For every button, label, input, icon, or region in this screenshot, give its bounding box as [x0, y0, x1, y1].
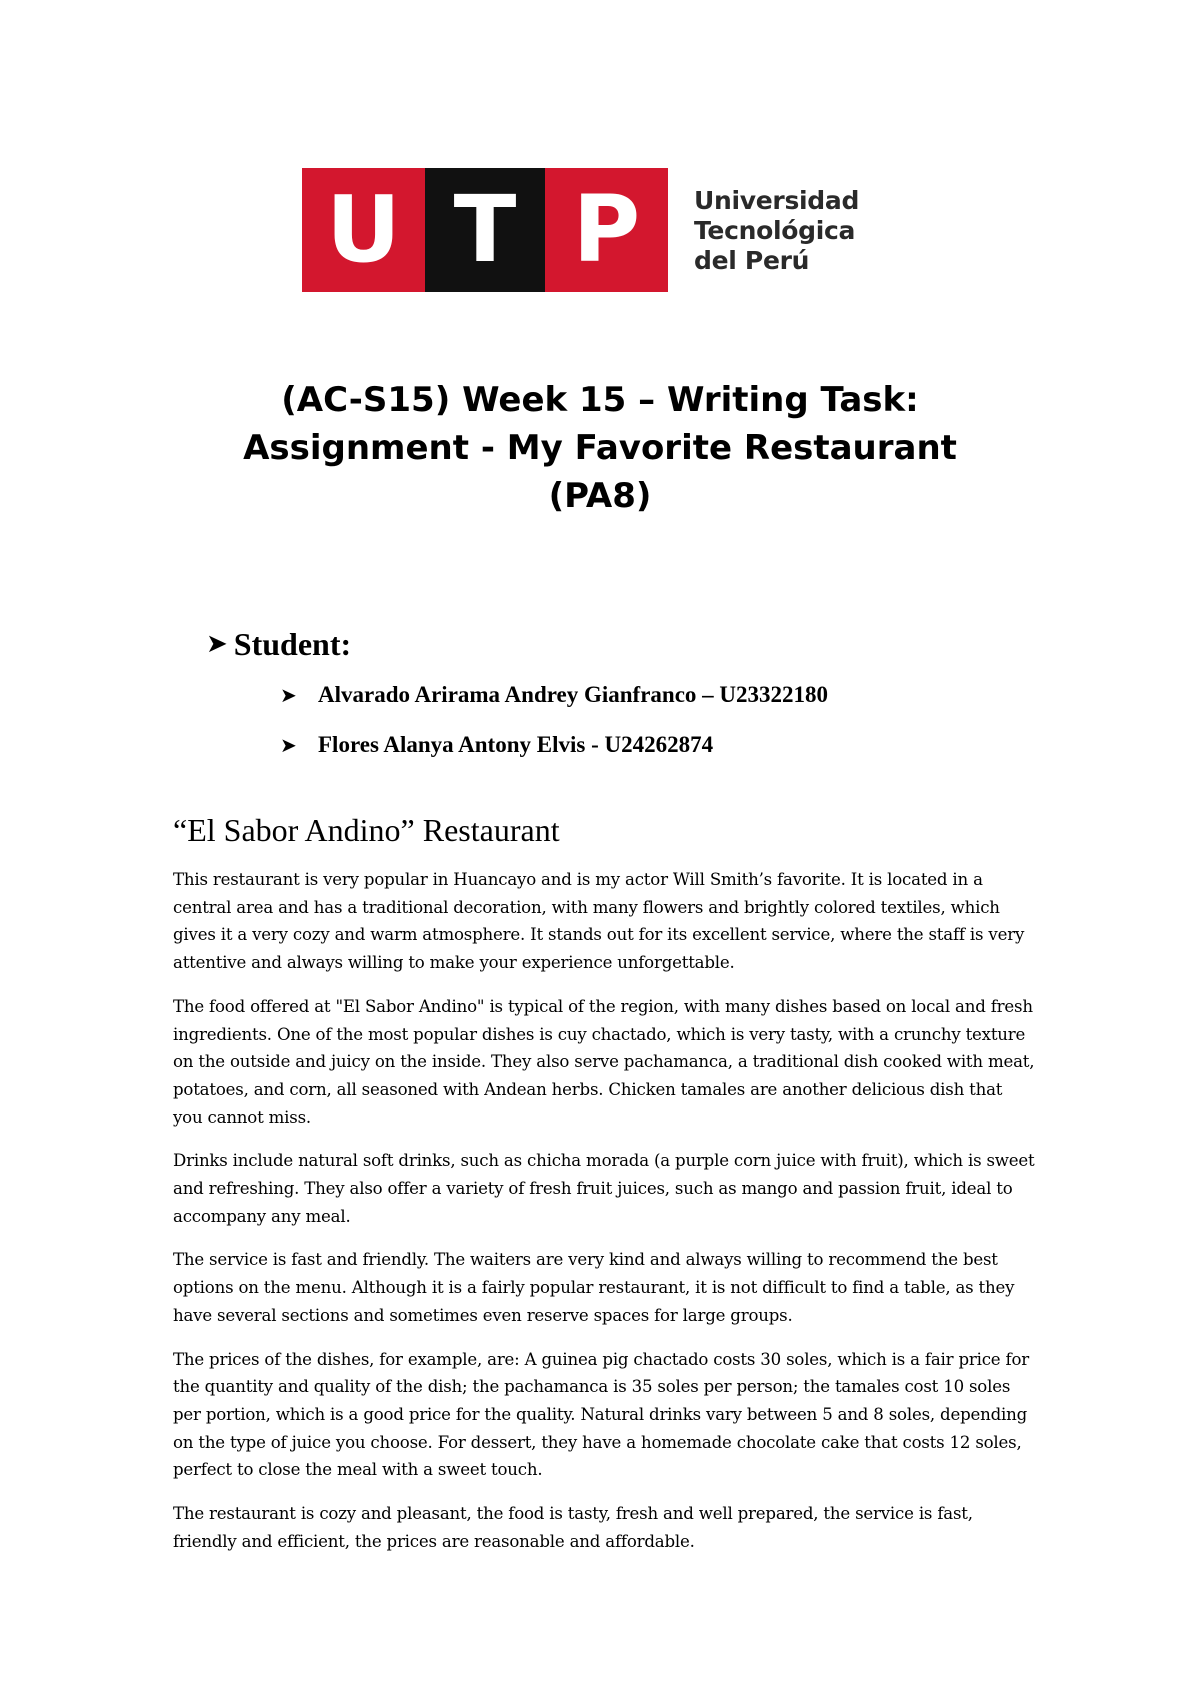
- logo-letter-u: U: [302, 168, 425, 292]
- arrowhead-bullet-icon: ➤: [206, 629, 228, 659]
- document-body: [173, 866, 1035, 1571]
- title-line: (PA8): [548, 476, 652, 516]
- body-paragraph: The service is fast and friendly. The waiters are very kind and always willing to recommend the best options on the menu. Although it is a fairly popular restaurant, it is not difficult to find a table, as they have several sections and sometimes even reserve spaces for large groups.: [173, 1250, 1015, 1325]
- arrowhead-bullet-icon: ➤: [280, 733, 297, 757]
- body-paragraph: The restaurant is cozy and pleasant, the food is tasty, fresh and well prepared, the service is fast, friendly and efficient, the prices are reasonable and affordable.: [173, 1504, 973, 1551]
- student-heading: [206, 625, 351, 663]
- title-line: (AC-S15) Week 15 – Writing Task:: [281, 380, 919, 420]
- logo-university-name: [694, 168, 859, 292]
- student-list: [280, 680, 828, 780]
- logo-name-line: Tecnológica: [694, 216, 856, 245]
- student-name: Flores Alanya Antony Elvis - U24262874: [318, 732, 714, 757]
- document-title: [150, 376, 1050, 520]
- utp-logo: [302, 168, 870, 292]
- body-paragraph: The food offered at "El Sabor Andino" is typical of the region, with many dishes based on local and fresh ingredients. One of the most popular dishes is cuy chactado, which is very tasty, with a crunchy texture on the outside and juicy on the inside. They also serve pachamanca, a traditional dish cooked with meat, potatoes, and corn, all seasoned with Andean herbs. Chicken tamales are another delicious dish that you cannot miss.: [173, 996, 1035, 1127]
- logo-name-line: del Perú: [694, 246, 810, 275]
- utp-logo-mark: [302, 168, 668, 292]
- section-heading: “El Sabor Andino” Restaurant: [173, 812, 560, 848]
- logo-name-line: Universidad: [694, 186, 860, 215]
- student-name: Alvarado Arirama Andrey Gianfranco – U23322180: [318, 682, 829, 707]
- title-line: Assignment - My Favorite Restaurant: [243, 428, 957, 468]
- body-paragraph: The prices of the dishes, for example, are: A guinea pig chactado costs 30 soles, which is a fair price for the quantity and quality of the dish; the pachamanca is 35 soles per person; the tamales cost 10 soles per portion, which is a good price for the quality. Natural drinks vary between 5 and 8 soles, depending on the type of juice you choose. For dessert, they have a homemade chocolate cake that costs 12 soles, perfect to close the meal with a sweet touch.: [173, 1349, 1029, 1480]
- logo-letter-t: T: [425, 168, 545, 292]
- body-paragraph: Drinks include natural soft drinks, such as chicha morada (a purple corn juice with fruit), which is sweet and refreshing. They also offer a variety of fresh fruit juices, such as mango and passion fruit, ideal to accompany any meal.: [173, 1151, 1035, 1226]
- arrowhead-bullet-icon: ➤: [280, 683, 297, 707]
- body-paragraph: This restaurant is very popular in Huancayo and is my actor Will Smith’s favorite. It is located in a central area and has a traditional decoration, with many flowers and brightly colored textiles, which gives it a very cozy and warm atmosphere. It stands out for its excellent service, where the staff is very attentive and always willing to make your experience unforgettable.: [173, 870, 1025, 973]
- logo-letter-p: P: [545, 168, 668, 292]
- student-heading-label: Student:: [233, 626, 352, 662]
- list-item: [280, 680, 828, 710]
- list-item: [280, 730, 828, 760]
